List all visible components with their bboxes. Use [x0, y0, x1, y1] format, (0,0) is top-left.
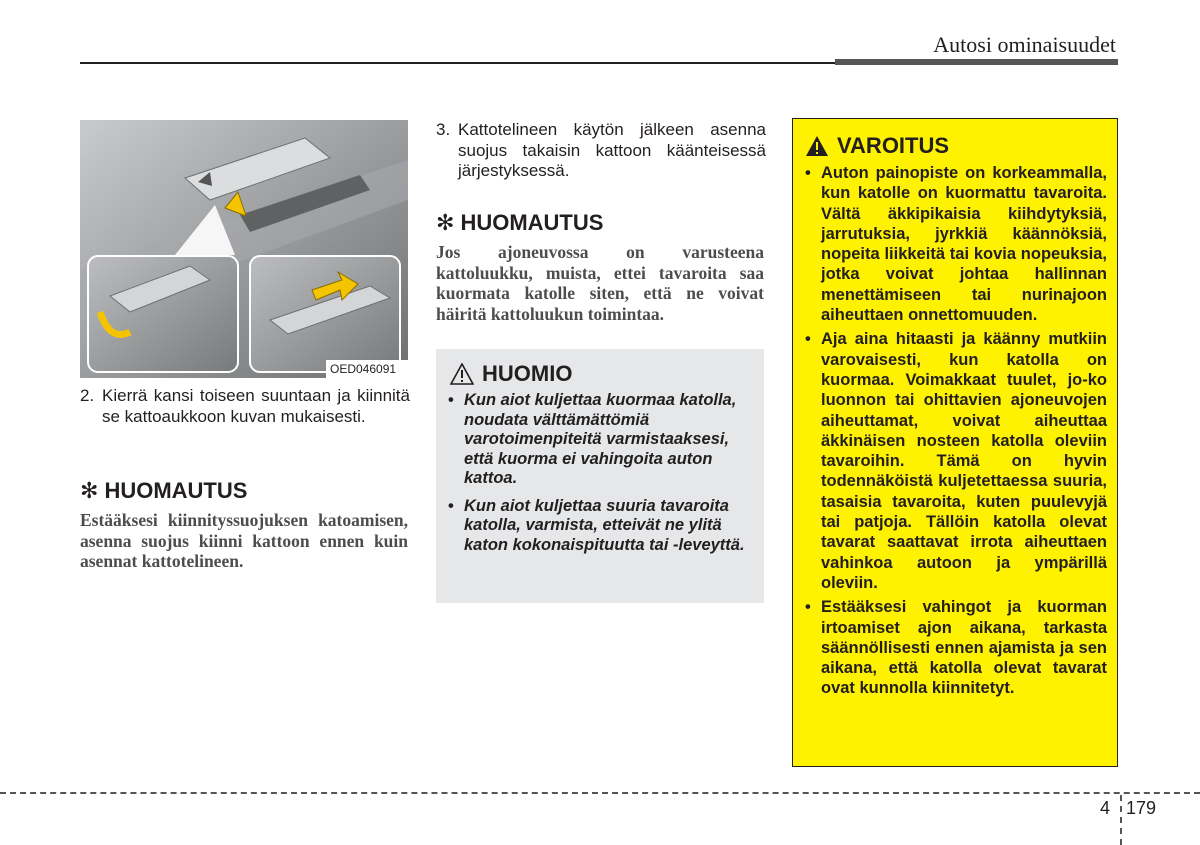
bullet-icon: • [448, 391, 454, 409]
note-title: HUOMAUTUS [460, 210, 604, 235]
list-item: • Auton painopiste on korkeammalla, kun katolle on kuormattu tavaroita. Vältä äkkipikaisia kiihdytyksiä, jarrutuksia, jyrkkiä käännöksiä, nopeita liikkeitä tai kovia nopeuksia, jotka voivat johtaa hallinnan menettämiseen tai nurinajoon aiheuttaen onnettomuuden. [805, 164, 1107, 325]
warning-title: VAROITUS [837, 133, 950, 158]
list-item: • Kun aiot kuljettaa kuormaa katolla, noudata välttämättömiä varotoimenpiteitä varmistaaksesi, että kuorma ei vahingoita auton kattoa. [448, 391, 737, 487]
bullet-icon: • [805, 330, 811, 349]
note-text: Jos ajoneuvossa on varusteena kattoluukku, muista, ettei tavaroita saa kuormata katolle siten, että ne voivat häiritä kattoluukun toimintaa. [436, 242, 764, 324]
step-text: Kierrä kansi toiseen suuntaan ja kiinnitä se kattoaukkoon kuvan mukaisesti. [102, 386, 410, 426]
header-rule-accent [835, 59, 1118, 65]
footer-rule [0, 792, 1200, 794]
footer-divider [1120, 795, 1122, 845]
caution-triangle-icon [450, 363, 474, 385]
warning-box [792, 118, 1118, 767]
bullet-icon: • [448, 496, 454, 515]
step-number: 2. [80, 386, 95, 405]
page-number: 179 [1126, 798, 1157, 818]
bullet-icon: • [805, 164, 811, 182]
caution-title: HUOMIO [482, 361, 573, 386]
note-text: Estääksesi kiinnityssuojuksen katoamisen, asenna suojus kiinni kattoon ennen kuin asennat kattotelineen. [80, 510, 408, 571]
step-text: Kattotelineen käytön jälkeen asenna suojus takaisin kattoon käänteisessä järjestyksessä. [458, 120, 766, 180]
page-header-title: Autosi ominaisuudet [933, 32, 1116, 57]
note-sunroof [436, 210, 764, 324]
list-item: • Kun aiot kuljettaa suuria tavaroita katolla, varmista, etteivät ne ylitä katon kokonaispituutta tai -leveyttä. [448, 496, 745, 554]
note-title: HUOMAUTUS [104, 478, 248, 503]
step-number: 3. [436, 120, 451, 139]
warning-list [805, 163, 1107, 703]
step-3 [436, 120, 766, 182]
asterisk-icon: ✻ [80, 478, 99, 503]
caution-box [436, 349, 764, 603]
list-item: • Estääksesi vahingot ja kuorman irtoamiset ajon aikana, tarkasta säännöllisesti ennen ajamista ja sen aikana, että katolla olevat tavarat ovat kunnolla kiinnitetyt. [805, 598, 1107, 698]
list-item: • Aja aina hitaasti ja käänny mutkiin varovaisesti, kun katolla on kuormaa. Voimakkaat tuulet, jo-ko luonnon tai ohittavien ajoneuvojen aiheuttamat, voivat aiheuttaa äkkinäisen nosteen katolla oleviin tavaroihin. Tämä on hyvin todennäköistä kuljetettaessa suuria, tasaisia tavaroita, kuten puulevyjä tai patjoja. Tällöin katolla olevat tavarat saattavat irrota aiheuttaen vahinkoa autoon ja ympärillä oleviin. [805, 330, 1107, 592]
bullet-icon: • [805, 598, 811, 617]
caution-list [448, 391, 756, 563]
note-cover-loss [80, 478, 408, 572]
figure-code: OED046091 [330, 362, 397, 376]
step-2 [80, 386, 410, 427]
roof-cover-illustration [80, 120, 408, 378]
warning-triangle-icon [805, 135, 829, 157]
chapter-number: 4 [1100, 798, 1111, 818]
asterisk-icon: ✻ [436, 210, 455, 235]
